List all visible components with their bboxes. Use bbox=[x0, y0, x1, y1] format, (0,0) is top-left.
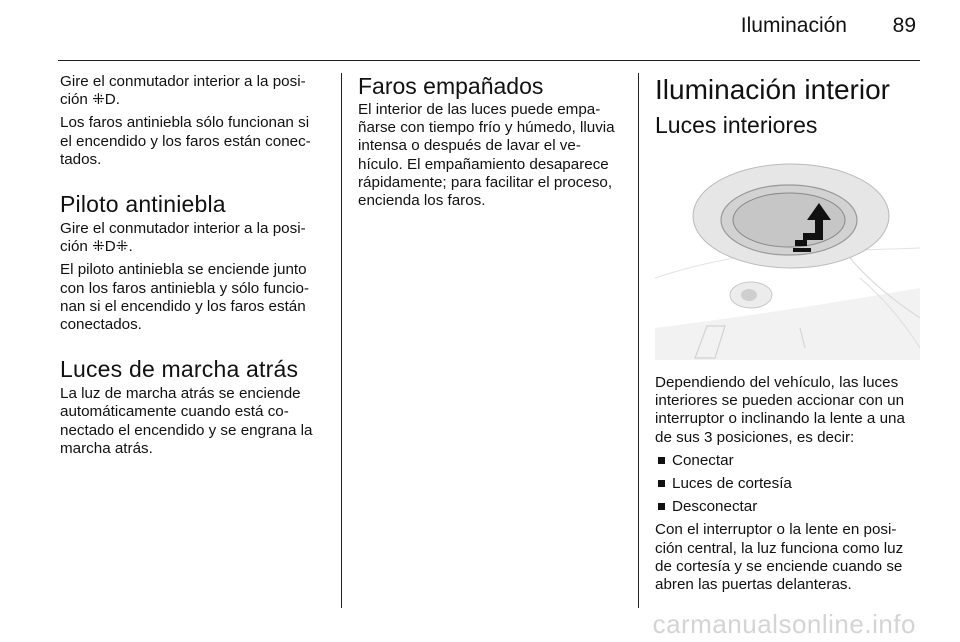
paragraph: Dependiendo del vehículo, las luces interiores se pueden accionar con un interruptor o inclinando la lente a una de sus 3 posiciones, es decir: bbox=[655, 374, 905, 446]
column-divider bbox=[638, 73, 639, 608]
paragraph: Los faros antiniebla sólo funcionan si el encendido y los faros están conec- tados. bbox=[60, 114, 311, 168]
watermark: carmanualsonline.info bbox=[652, 609, 916, 639]
paragraph: El interior de las luces puede empa- ñarse con tiempo frío y húmedo, lluvia intensa o después de lavar el ve- hículo. El empañamiento desaparece rápidamente; para facilitar el proceso, encienda los faros. bbox=[358, 101, 615, 210]
list-item: Conectar bbox=[655, 452, 920, 470]
column-right bbox=[655, 73, 920, 599]
list-item: Desconectar bbox=[655, 498, 920, 516]
paragraph: Con el interruptor o la lente en posi- ción central, la luz funciona como luz de cortesía y se enciende cuando se abren las puertas delanteras. bbox=[655, 521, 904, 594]
page-number: 89 bbox=[892, 14, 916, 37]
paragraph: La luz de marcha atrás se enciende automáticamente cuando está co- nectado el encendido y se engrana la marcha atrás. bbox=[60, 385, 313, 457]
paragraph: Gire el conmutador interior a la posi- ción ⁜D⁜. bbox=[60, 220, 306, 256]
section-heading-luces: Luces interiores bbox=[655, 112, 818, 138]
column-middle bbox=[358, 73, 624, 215]
column-divider bbox=[341, 73, 342, 608]
chapter-heading: Iluminación interior bbox=[655, 74, 890, 105]
header-title: Iluminación bbox=[740, 14, 847, 37]
column-left bbox=[60, 73, 325, 463]
list-item: Luces de cortesía bbox=[655, 475, 920, 493]
paragraph: El piloto antiniebla se enciende junto con los faros antiniebla y sólo funcio- nan si el encendido y los faros están conectados. bbox=[60, 261, 310, 334]
section-heading-faros: Faros empañados bbox=[358, 73, 544, 99]
section-heading-piloto: Piloto antiniebla bbox=[60, 191, 226, 218]
section-heading-marcha: Luces de marcha atrás bbox=[60, 356, 299, 383]
header-rule bbox=[58, 60, 920, 61]
interior-light-illustration bbox=[655, 148, 920, 360]
paragraph: Gire el conmutador interior a la posi- ción ⁜D. bbox=[60, 73, 306, 109]
position-list bbox=[655, 452, 920, 517]
